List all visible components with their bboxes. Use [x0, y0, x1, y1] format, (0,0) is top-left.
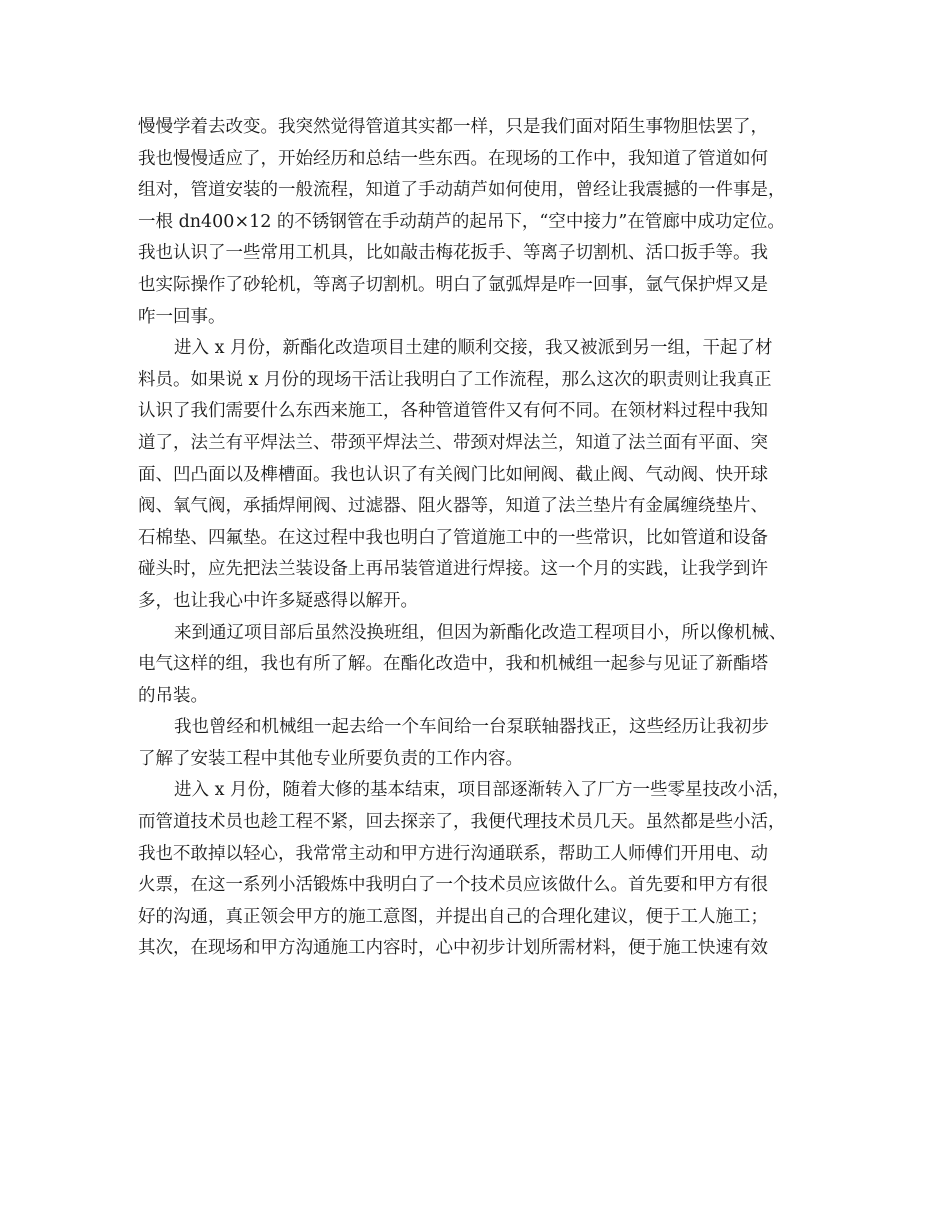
text-line: 我也不敢掉以轻心，我常常主动和甲方进行沟通联系，帮助工人师傅们开用电、动	[138, 843, 768, 864]
text-line: 多，也让我心中许多疑惑得以解开。	[138, 590, 418, 611]
text-line: 而管道技术员也趁工程不紧，回去探亲了，我便代理技术员几天。虽然都是些小活，	[138, 812, 786, 833]
text-line: 道了，法兰有平焊法兰、带颈平焊法兰、带颈对焊法兰，知道了法兰面有平面、突	[138, 432, 768, 453]
text-line: 阀、氧气阀，承插焊闸阀、过滤器、阻火器等，知道了法兰垫片有金属缠绕垫片、	[138, 496, 768, 517]
text-line: 我也曾经和机械组一起去给一个车间给一台泵联轴器找正，这些经历让我初步	[174, 717, 769, 738]
text-line: 了解了安装工程中其他专业所要负责的工作内容。	[138, 748, 523, 769]
text-line: 慢慢学着去改变。我突然觉得管道其实都一样，只是我们面对陌生事物胆怯罢了，	[138, 117, 768, 137]
text-line: 面、凹凸面以及榫槽面。我也认识了有关阀门比如闸阀、截止阀、气动阀、快开球	[138, 464, 768, 485]
paragraph-1	[138, 112, 828, 333]
text-line: 其次，在现场和甲方沟通施工内容时，心中初步计划所需材料，便于施工快速有效	[138, 938, 768, 959]
paragraph-5	[138, 775, 828, 965]
text-line: 料员。如果说 x 月份的现场干活让我明白了工作流程，那么这次的职责则让我真正	[138, 369, 772, 390]
text-line: 碰头时，应先把法兰装设备上再吊装管道进行焊接。这一个月的实践，让我学到许	[138, 559, 768, 580]
text-line: 组对，管道安装的一般流程，知道了手动葫芦如何使用，曾经让我震撼的一件事是，	[138, 180, 786, 201]
text-line: 也实际操作了砂轮机，等离子切割机。明白了氩弧焊是咋一回事，氩气保护焊又是	[138, 274, 768, 295]
paragraph-2	[138, 333, 828, 617]
text-line: 认识了我们需要什么东西来施工，各种管道管件又有何不同。在领材料过程中我知	[138, 401, 768, 422]
text-line: 好的沟通，真正领会甲方的施工意图，并提出自己的合理化建议，便于工人施工；	[138, 906, 768, 927]
text-line: 一根 dn400×12 的不锈钢管在手动葫芦的起吊下，“空中接力”在管廊中成功定位。	[138, 211, 785, 232]
text-line: 电气这样的组，我也有所了解。在酯化改造中，我和机械组一起参与见证了新酯塔	[138, 654, 768, 675]
text-line: 我也慢慢适应了，开始经历和总结一些东西。在现场的工作中，我知道了管道如何	[138, 148, 768, 169]
paragraph-4	[138, 712, 828, 775]
text-line: 进入 x 月份，新酯化改造项目土建的顺利交接，我又被派到另一组，干起了材	[174, 338, 773, 359]
text-line: 我也认识了一些常用工机具，比如敲击梅花扳手、等离子切割机、活口扳手等。我	[138, 243, 768, 264]
text-line: 石棉垫、四氟垫。在这过程中我也明白了管道施工中的一些常识，比如管道和设备	[138, 527, 768, 548]
text-line: 来到通辽项目部后虽然没换班组，但因为新酯化改造工程项目小，所以像机械、	[174, 622, 787, 643]
paragraph-3	[138, 618, 828, 713]
text-line: 咋一回事。	[138, 306, 226, 327]
text-line: 进入 x 月份，随着大修的基本结束，项目部逐渐转入了厂方一些零星技改小活，	[174, 780, 790, 801]
text-line: 火票，在这一系列小活锻炼中我明白了一个技术员应该做什么。首先要和甲方有很	[138, 875, 768, 896]
document-body	[138, 112, 828, 965]
text-line: 的吊装。	[138, 685, 208, 706]
